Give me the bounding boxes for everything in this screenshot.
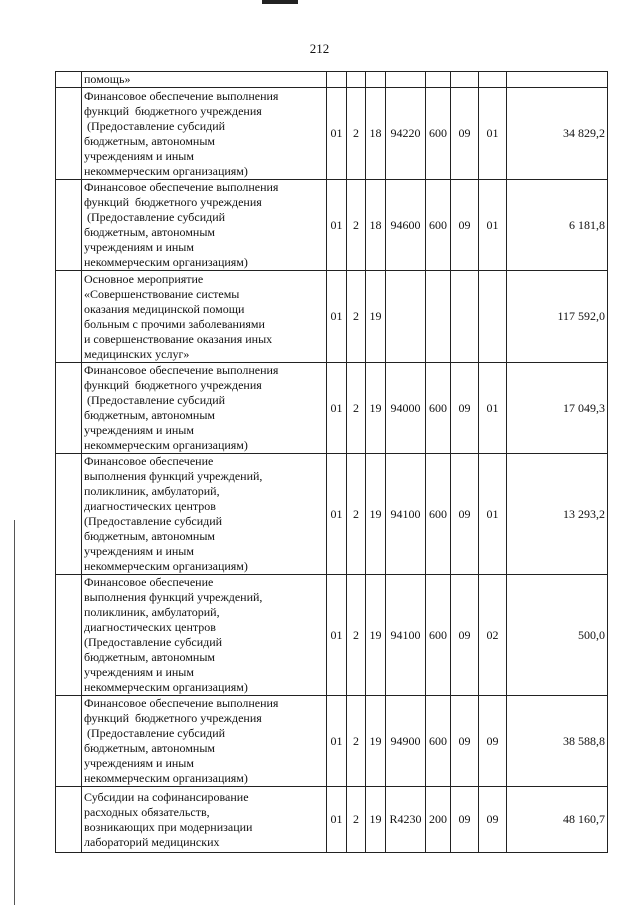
expense-type-cell: 600 — [426, 363, 451, 454]
subsection-code-cell: 01 — [479, 454, 507, 575]
row-gutter-cell — [56, 454, 82, 575]
expense-name-cell — [82, 180, 327, 271]
table-row — [56, 180, 608, 271]
amount-cell: 48 160,7 — [507, 787, 608, 853]
direction-code-cell: 94000 — [386, 363, 426, 454]
subsection-code-cell: 09 — [479, 787, 507, 853]
subsection-code-cell: 01 — [479, 363, 507, 454]
main-event-code-cell: 19 — [366, 575, 386, 696]
row-gutter-cell — [56, 787, 82, 853]
direction-code-cell: R4230 — [386, 787, 426, 853]
expense-name-line: «Совершенствование системы — [84, 286, 240, 301]
amount-cell: 13 293,2 — [507, 454, 608, 575]
expense-name-line: функций бюджетного учреждения — [84, 711, 262, 725]
expense-name-line: Финансовое обеспечение — [84, 454, 214, 468]
expense-name-line: Финансовое обеспечение выполнения — [84, 88, 279, 103]
main-event-code-cell: 18 — [366, 88, 386, 180]
expense-name-line: (Предоставление субсидий — [84, 726, 226, 740]
expense-type-cell: 600 — [426, 454, 451, 575]
expense-name-cell — [82, 696, 327, 787]
program-code-cell: 01 — [327, 180, 347, 271]
expense-type-cell: 600 — [426, 696, 451, 787]
expense-name-line: некоммерческим организациям) — [84, 163, 248, 178]
amount-cell: 6 181,8 — [507, 180, 608, 271]
expense-name-line: лабораторий медицинских — [84, 834, 220, 849]
subsection-code-cell: 09 — [479, 696, 507, 787]
program-code-cell: 01 — [327, 271, 347, 363]
section-code-cell — [451, 271, 479, 363]
program-code-cell: 01 — [327, 696, 347, 787]
section-code-cell: 09 — [451, 88, 479, 180]
subprogram-code-cell: 2 — [347, 88, 366, 180]
expense-name-cell — [82, 72, 327, 88]
expense-name-cell — [82, 454, 327, 575]
subprogram-code-cell: 2 — [347, 180, 366, 271]
amount-cell: 500,0 — [507, 575, 608, 696]
amount-cell: 17 049,3 — [507, 363, 608, 454]
main-event-code-cell: 19 — [366, 363, 386, 454]
expense-name-line: некоммерческим организациям) — [84, 559, 248, 573]
expense-name-line: и совершенствование оказания иных — [84, 331, 273, 346]
expense-name-line: функций бюджетного учреждения — [84, 378, 262, 392]
section-code-cell: 09 — [451, 696, 479, 787]
direction-code-cell — [386, 72, 426, 88]
table-row — [56, 72, 608, 88]
expense-name-line: функций бюджетного учреждения — [84, 103, 262, 118]
expense-name-line: Финансовое обеспечение выполнения — [84, 696, 279, 710]
row-gutter-cell — [56, 696, 82, 787]
expense-name-line: учреждениям и иным — [84, 544, 194, 558]
main-event-code-cell: 19 — [366, 787, 386, 853]
program-code-cell: 01 — [327, 454, 347, 575]
row-gutter-cell — [56, 180, 82, 271]
subprogram-code-cell: 2 — [347, 787, 366, 853]
expense-name-line: Финансовое обеспечение выполнения — [84, 363, 279, 377]
subprogram-code-cell: 2 — [347, 271, 366, 363]
table-row — [56, 787, 608, 853]
subsection-code-cell: 01 — [479, 88, 507, 180]
expense-name-line: (Предоставление субсидий — [84, 210, 226, 224]
expense-type-cell: 600 — [426, 575, 451, 696]
expense-type-cell: 200 — [426, 787, 451, 853]
expense-type-cell: 600 — [426, 88, 451, 180]
amount-cell: 34 829,2 — [507, 88, 608, 180]
expense-name-cell — [82, 88, 327, 180]
expense-name-line: функций бюджетного учреждения — [84, 195, 262, 209]
subprogram-code-cell — [347, 72, 366, 88]
subprogram-code-cell: 2 — [347, 363, 366, 454]
expense-name-line: учреждениям и иным — [84, 665, 194, 679]
expense-name-line: (Предоставление субсидий — [84, 635, 223, 649]
amount-cell: 117 592,0 — [507, 271, 608, 363]
section-code-cell: 09 — [451, 787, 479, 853]
expense-name-line: (Предоставление субсидий — [84, 514, 223, 528]
expense-name-cell — [82, 787, 327, 853]
expense-name-line: бюджетным, автономным — [84, 408, 215, 422]
expense-name-line: оказания медицинской помощи — [84, 301, 245, 316]
expense-name-line: выполнения функций учреждений, — [84, 590, 263, 604]
page-number: 212 — [309, 41, 330, 56]
expense-type-cell — [426, 271, 451, 363]
expense-name-line: Основное мероприятие — [84, 271, 204, 286]
subsection-code-cell — [479, 271, 507, 363]
expense-name-line: расходных обязательств, — [84, 804, 210, 819]
row-gutter-cell — [56, 72, 82, 88]
subsection-code-cell: 01 — [479, 180, 507, 271]
program-code-cell: 01 — [327, 88, 347, 180]
section-code-cell: 09 — [451, 575, 479, 696]
expense-name-line: некоммерческим организациям) — [84, 255, 248, 269]
expense-name-line: бюджетным, автономным — [84, 650, 215, 664]
expense-name-line: учреждениям и иным — [84, 240, 194, 254]
expense-name-line: Финансовое обеспечение выполнения — [84, 180, 279, 194]
expense-name-line: учреждениям и иным — [84, 423, 194, 437]
expense-name-line: поликлиник, амбулаторий, — [84, 484, 220, 498]
expense-name-line: некоммерческим организациям) — [84, 438, 248, 452]
row-gutter-cell — [56, 88, 82, 180]
main-event-code-cell: 19 — [366, 696, 386, 787]
program-code-cell: 01 — [327, 787, 347, 853]
expense-name-line: учреждениям и иным — [84, 756, 194, 770]
expense-name-line: (Предоставление субсидий — [84, 118, 226, 133]
expense-name-line: бюджетным, автономным — [84, 133, 215, 148]
scan-edge-line — [14, 520, 15, 905]
direction-code-cell: 94900 — [386, 696, 426, 787]
row-gutter-cell — [56, 363, 82, 454]
main-event-code-cell: 19 — [366, 271, 386, 363]
main-event-code-cell — [366, 72, 386, 88]
budget-table — [55, 71, 608, 853]
section-code-cell: 09 — [451, 180, 479, 271]
expense-name-line: (Предоставление субсидий — [84, 393, 226, 407]
direction-code-cell: 94100 — [386, 454, 426, 575]
table-row — [56, 454, 608, 575]
expense-name-line: Финансовое обеспечение — [84, 575, 214, 589]
expense-name-line: учреждениям и иным — [84, 148, 194, 163]
subprogram-code-cell: 2 — [347, 454, 366, 575]
table-row — [56, 363, 608, 454]
table-body — [56, 72, 608, 853]
expense-type-cell: 600 — [426, 180, 451, 271]
program-code-cell: 01 — [327, 363, 347, 454]
expense-name-line: бюджетным, автономным — [84, 741, 215, 755]
expense-name-line: Субсидии на софинансирование — [84, 789, 249, 804]
expense-name-line: больным с прочими заболеваниями — [84, 316, 265, 331]
direction-code-cell — [386, 271, 426, 363]
main-event-code-cell: 19 — [366, 454, 386, 575]
program-code-cell — [327, 72, 347, 88]
section-code-cell: 09 — [451, 363, 479, 454]
amount-cell: 38 588,8 — [507, 696, 608, 787]
table-row — [56, 696, 608, 787]
table-row — [56, 575, 608, 696]
expense-name-cell — [82, 271, 327, 363]
expense-name-line: бюджетным, автономным — [84, 529, 215, 543]
table-row — [56, 271, 608, 363]
program-code-cell: 01 — [327, 575, 347, 696]
row-gutter-cell — [56, 575, 82, 696]
subprogram-code-cell: 2 — [347, 696, 366, 787]
expense-name-line: помощь» — [84, 72, 131, 86]
expense-name-line: диагностических центров — [84, 499, 216, 513]
section-code-cell — [451, 72, 479, 88]
expense-name-line: выполнения функций учреждений, — [84, 469, 263, 483]
main-event-code-cell: 18 — [366, 180, 386, 271]
expense-name-line: некоммерческим организациям) — [84, 680, 248, 694]
subprogram-code-cell: 2 — [347, 575, 366, 696]
direction-code-cell: 94220 — [386, 88, 426, 180]
direction-code-cell: 94100 — [386, 575, 426, 696]
expense-name-line: некоммерческим организациям) — [84, 771, 248, 785]
table-row — [56, 88, 608, 180]
expense-name-line: возникающих при модернизации — [84, 819, 253, 834]
scan-mark — [262, 0, 298, 4]
subsection-code-cell — [479, 72, 507, 88]
row-gutter-cell — [56, 271, 82, 363]
expense-name-cell — [82, 363, 327, 454]
direction-code-cell: 94600 — [386, 180, 426, 271]
expense-name-line: бюджетным, автономным — [84, 225, 215, 239]
amount-cell — [507, 72, 608, 88]
expense-name-line: поликлиник, амбулаторий, — [84, 605, 220, 619]
expense-type-cell — [426, 72, 451, 88]
subsection-code-cell: 02 — [479, 575, 507, 696]
expense-name-cell — [82, 575, 327, 696]
expense-name-line: медицинских услуг» — [84, 346, 190, 361]
expense-name-line: диагностических центров — [84, 620, 216, 634]
section-code-cell: 09 — [451, 454, 479, 575]
